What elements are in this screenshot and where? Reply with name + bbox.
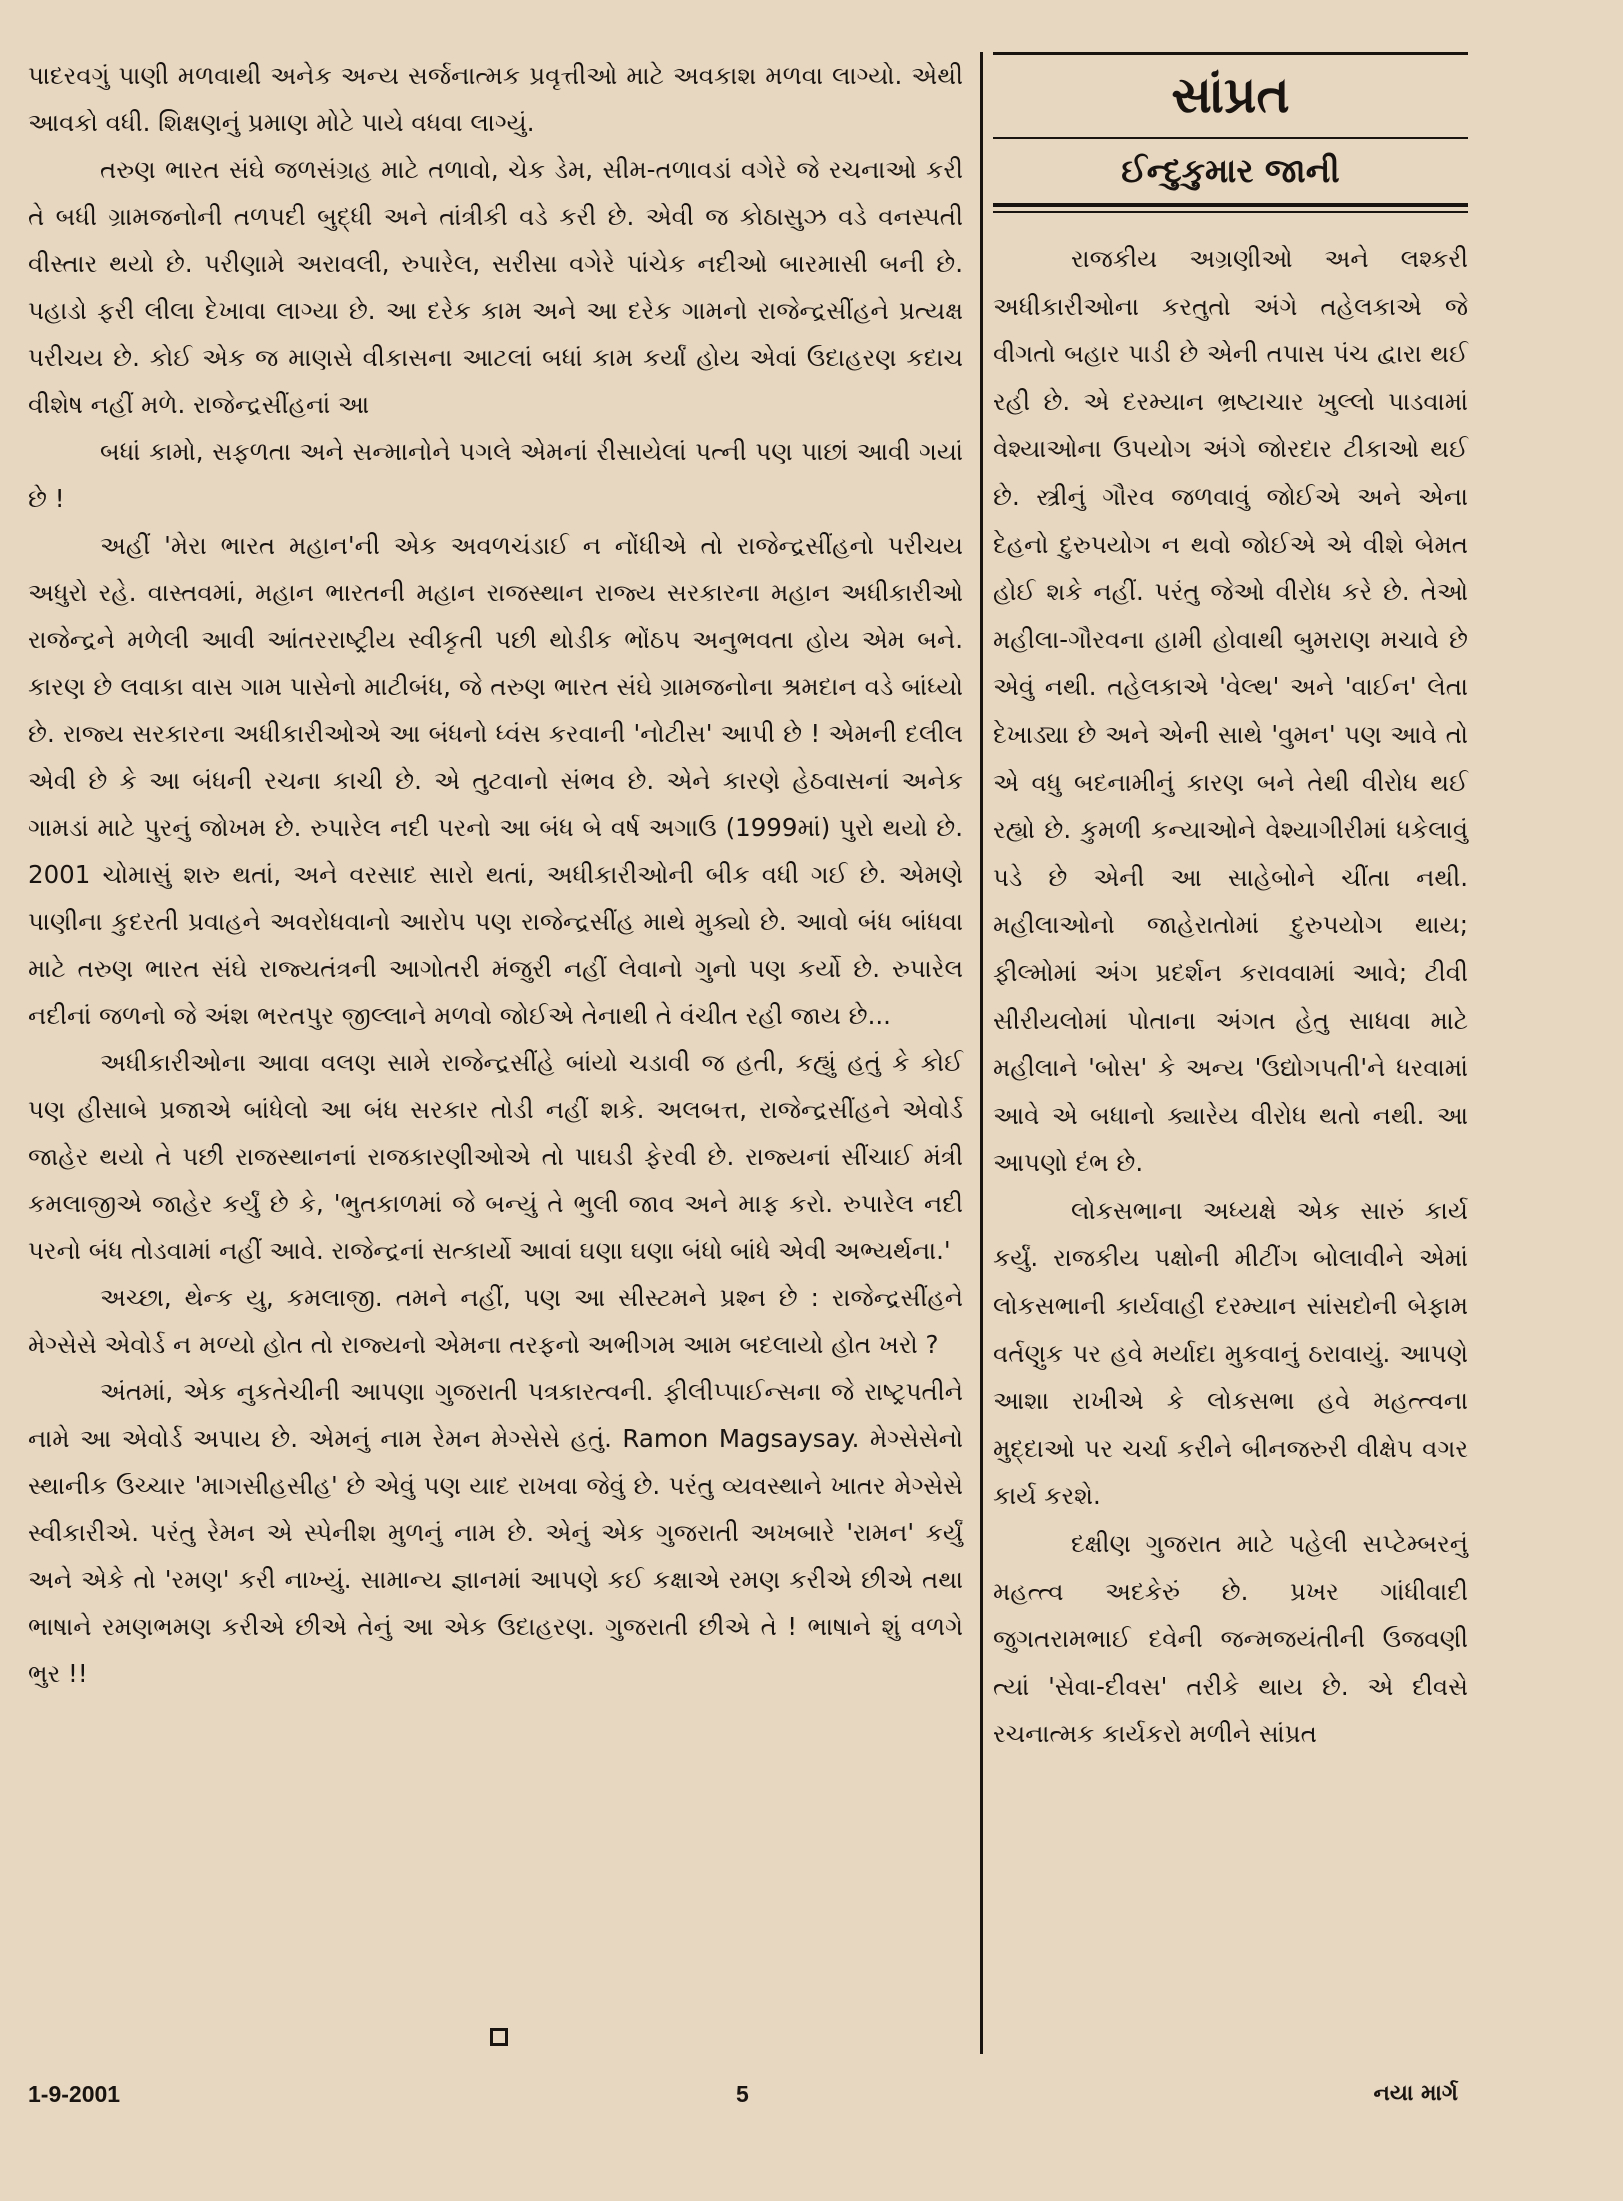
top-rule (993, 52, 1468, 55)
article-end-mark (490, 2028, 508, 2046)
issue-date: 1-9-2001 (28, 2081, 121, 2107)
article-paragraph: અંતમાં, એક નુકતેચીની આપણા ગુજરાતી પત્રકારત્વની. ફીલીપ્પાઈન્સના જે રાષ્ટ્રપતીને નામે આ એવોર્ડ અપાય છે. એમનું નામ રેમન મેગ્સેસે હતું. Ramon Magsaysay. મેગ્સેસેનો સ્થાનીક ઉચ્ચાર 'માગસીહસીહ' છે એવું પણ યાદ રાખવા જેવું છે. પરંતુ વ્યવસ્થાને ખાતર મેગ્સેસે સ્વીકારીએ. પરંતુ રેમન એ સ્પેનીશ મુળનું નામ છે. એનું એક ગુજરાતી અખબારે 'રામન' કર્યું અને એકે તો 'રમણ' કરી નાખ્યું. સામાન્ય જ્ઞાનમાં આપણે કઈ કક્ષાએ રમણ કરીએ છીએ તથા ભાષાને રમણભમણ કરીએ છીએ તેનું આ એક ઉદાહરણ. ગુજરાતી છીએ તે ! ભાષાને શું વળગે ભુર !! (28, 1377, 963, 1688)
sidebar-column (993, 52, 1468, 1758)
author-rule (993, 203, 1468, 213)
article-paragraph: અહીં 'મેરા ભારત મહાન'ની એક અવળચંડાઈ ન નોંધીએ તો રાજેન્દ્રસીંહનો પરીચય અધુરો રહે. વાસ્તવમાં, મહાન ભારતની મહાન રાજસ્થાન રાજ્ય સરકારના મહાન અધીકારીઓ રાજેન્દ્રને મળેલી આવી આંતરરાષ્ટ્રીય સ્વીકૃતી પછી થોડીક ભોંઠપ અનુભવતા હોય એમ બને. કારણ છે લવાકા વાસ ગામ પાસેનો માટીબંધ, જે તરુણ ભારત સંઘે ગ્રામજનોના શ્રમદાન વડે બાંધ્યો છે. રાજ્ય સરકારના અધીકારીઓએ આ બંધનો ધ્વંસ કરવાની 'નોટીસ' આપી છે ! એમની દલીલ એવી છે કે આ બંધની રચના કાચી છે. એ તુટવાનો સંભવ છે. એને કારણે હેઠવાસનાં અનેક ગામડાં માટે પુરનું જોખમ છે. રુપારેલ નદી પરનો આ બંધ બે વર્ષ અગાઉ (1999માં) પુરો થયો છે. 2001 ચોમાસું શરુ થતાં, અને વરસાદ સારો થતાં, અધીકારીઓની બીક વધી ગઈ છે. એમણે પાણીના કુદરતી પ્રવાહને અવરોધવાનો આરોપ પણ રાજેન્દ્રસીંહ માથે મુક્યો છે. આવો બંધ બાંધવા માટે તરુણ ભારત સંઘે રાજ્યતંત્રની આગોતરી મંજુરી નહીં લેવાનો ગુનો પણ કર્યો છે. રુપારેલ નદીનાં જળનો જે અંશ ભરતપુર જીલ્લાને મળવો જોઈએ તેનાથી તે વંચીત રહી જાય છે... (28, 531, 963, 1030)
column-divider (980, 52, 983, 2054)
article-paragraph: અચ્છા, થેન્ક યુ, કમલાજી. તમને નહીં, પણ આ સીસ્ટમને પ્રશ્ન છે : રાજેન્દ્રસીંહને મેગ્સેસે એવોર્ડ ન મળ્યો હોત તો રાજ્યનો એમના તરફનો અભીગમ આમ બદલાયો હોત ખરો ? (28, 1283, 963, 1359)
sidebar-body (993, 235, 1468, 1758)
sidebar-paragraph: રાજકીય અગ્રણીઓ અને લશ્કરી અધીકારીઓના કરતુતો અંગે તહેલકાએ જે વીગતો બહાર પાડી છે એની તપાસ પંચ દ્વારા થઈ રહી છે. એ દરમ્યાન ભ્રષ્ટાચાર ખુલ્લો પાડવામાં વેશ્યાઓના ઉપયોગ અંગે જોરદાર ટીકાઓ થઈ છે. સ્ત્રીનું ગૌરવ જળવાવું જોઈએ અને એના દેહનો દુરુપયોગ ન થવો જોઈએ એ વીશે બેમત હોઈ શકે નહીં. પરંતુ જેઓ વીરોધ કરે છે. તેઓ મહીલા-ગૌરવના હામી હોવાથી બુમરાણ મચાવે છે એવું નથી. તહેલકાએ 'વેલ્થ' અને 'વાઈન' લેતા દેખાડ્યા છે અને એની સાથે 'વુમન' પણ આવે તો એ વધુ બદનામીનું કારણ બને તેથી વીરોધ થઈ રહ્યો છે. કુમળી કન્યાઓને વેશ્યાગીરીમાં ધકેલાવું પડે છે એની આ સાહેબોને ચીંતા નથી. મહીલાઓનો જાહેરાતોમાં દુરુપયોગ થાય; ફીલ્મોમાં અંગ પ્રદર્શન કરાવવામાં આવે; ટીવી સીરીયલોમાં પોતાના અંગત હેતુ સાધવા માટે મહીલાને 'બોસ' કે અન્ય 'ઉદ્યોગપતી'ને ધરવામાં આવે એ બધાનો ક્યારેય વીરોધ થતો નથી. આ આપણો દંભ છે. (993, 244, 1468, 1178)
page-footer (0, 2075, 1623, 2115)
column-title: સાંપ્રત (1171, 66, 1290, 124)
sidebar-paragraph: દક્ષીણ ગુજરાત માટે પહેલી સપ્ટેમ્બરનું મહત્ત્વ અદકેરું છે. પ્રખર ગાંધીવાદી જુગતરામભાઈ દવેની જન્મજયંતીની ઉજવણી ત્યાં 'સેવા-દીવસ' તરીકે થાય છે. એ દીવસે રચનાત્મક કાર્યકરો મળીને સાંપ્રત (993, 1529, 1468, 1749)
article-paragraph: બધાં કામો, સફળતા અને સન્માનોને પગલે એમનાં રીસાયેલાં પત્ની પણ પાછાં આવી ગયાં છે ! (28, 437, 963, 513)
article-paragraph: તરુણ ભારત સંઘે જળસંગ્રહ માટે તળાવો, ચેક ડેમ, સીમ-તળાવડાં વગેરે જે રચનાઓ કરી તે બધી ગ્રામજનોની તળપદી બુદ્ધી અને તાંત્રીકી વડે કરી છે. એવી જ કોઠાસુઝ વડે વનસ્પતી વીસ્તાર થયો છે. પરીણામે અરાવલી, રુપારેલ, સરીસા વગેરે પાંચેક નદીઓ બારમાસી બની છે. પહાડો ફરી લીલા દેખાવા લાગ્યા છે. આ દરેક કામ અને આ દરેક ગામનો રાજેન્દ્રસીંહને પ્રત્યક્ષ પરીચય છે. કોઈ એક જ માણસે વીકાસના આટલાં બધાં કામ કર્યાં હોય એવાં ઉદાહરણ કદાચ વીશેષ નહીં મળે. રાજેન્દ્રસીંહનાં આ (28, 155, 963, 419)
main-article-column (28, 52, 963, 1697)
title-rule (993, 137, 1468, 139)
page-number: 5 (736, 2081, 749, 2107)
column-author: ઈન્દુકુમાર જાની (1121, 151, 1340, 190)
magazine-name: નયા માર્ગ (1373, 2081, 1458, 2106)
sidebar-paragraph: લોકસભાના અધ્યક્ષે એક સારું કાર્ય કર્યું. રાજકીય પક્ષોની મીટીંગ બોલાવીને એમાં લોકસભાની કાર્યવાહી દરમ્યાન સાંસદોની બેફામ વર્તણુક પર હવે મર્યાદા મુકવાનું ઠરાવાયું. આપણે આશા રાખીએ કે લોકસભા હવે મહત્ત્વના મુદ્દાઓ પર ચર્ચા કરીને બીનજરુરી વીક્ષેપ વગર કાર્ય કરશે. (993, 1195, 1468, 1511)
article-paragraph: અધીકારીઓના આવા વલણ સામે રાજેન્દ્રસીંહે બાંયો ચડાવી જ હતી, કહ્યું હતું કે કોઈ પણ હીસાબે પ્રજાએ બાંધેલો આ બંધ સરકાર તોડી નહીં શકે. અલબત્ત, રાજેન્દ્રસીંહને એવોર્ડ જાહેર થયો તે પછી રાજસ્થાનનાં રાજકારણીઓએ તો પાઘડી ફેરવી છે. રાજ્યનાં સીંચાઈ મંત્રી કમલાજીએ જાહેર કર્યું છે કે, 'ભુતકાળમાં જે બન્યું તે ભુલી જાવ અને માફ કરો. રુપારેલ નદી પરનો બંધ તોડવામાં નહીં આવે. રાજેન્દ્રનાં સત્કાર્યો આવાં ઘણા ઘણા બંધો બાંધે એવી અભ્યર્થના.' (28, 1048, 963, 1265)
article-paragraph: પાદરવગું પાણી મળવાથી અનેક અન્ય સર્જનાત્મક પ્રવૃત્તીઓ માટે અવકાશ મળવા લાગ્યો. એથી આવકો વધી. શિક્ષણનું પ્રમાણ મોટે પાયે વધવા લાગ્યું. (28, 61, 963, 137)
